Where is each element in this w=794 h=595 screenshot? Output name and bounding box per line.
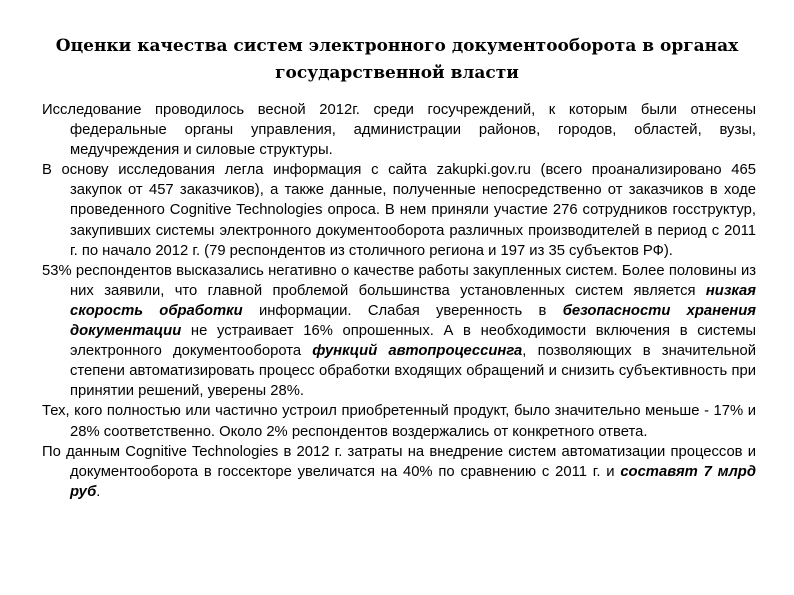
- emphasized-text: безопасности хранения документации: [70, 302, 757, 340]
- body-paragraph: [42, 401, 756, 441]
- paragraph-text: Исследование проводилось весной 2012г. среди госучреждений, к которым были отнесены федеральные органы управления, администрации районов, городов, областей, вузы, медучреждения и силовые структуры.: [42, 102, 756, 159]
- paragraph-text: информации. Слабая уверенность в: [242, 302, 563, 319]
- emphasized-text: низкая скорость обработки: [70, 282, 756, 319]
- body-paragraph: [42, 261, 756, 402]
- paragraph-text: В основу исследования легла информация с сайта zakupki.gov.ru (всего проанализировано 465 закупок от 457 заказчиков), а также данные, полученные непосредственно от заказчиков в ходе проведенного Cognitive Technologies опроса. В нем приняли участие 276 сотрудников госструктур, закупивших системы электронного документооборота различных производителей в период с 2011 г. по начало 2012 г. (79 респондентов из столичного региона и 197 из 35 субъектов РФ).: [42, 162, 756, 259]
- paragraph-text: , позволяющих в значительной степени автоматизировать процесс обработки входящих обращений и снизить субъективность при принятии решений, уверены 28%.: [70, 343, 756, 400]
- paragraph-text: Тех, кого полностью или частично устроил приобретенный продукт, было значительно меньше - 17% и 28% соответственно. Около 2% респондентов воздержались от конкретного ответа.: [42, 403, 756, 440]
- body-paragraph: [42, 160, 756, 260]
- slide-title: Оценки качества систем электронного документооборота в органах государственной власти: [55, 36, 739, 83]
- emphasized-text: составят 7 млрд руб: [70, 463, 756, 500]
- paragraph-text: По данным Cognitive Technologies в 2012 г. затраты на внедрение систем автоматизации процессов и документооборота в госсекторе увеличатся на 40% по сравнению с 2011 г. и: [42, 443, 756, 480]
- slide-body: [42, 100, 756, 502]
- body-paragraph: [42, 442, 756, 502]
- body-paragraph: [42, 100, 756, 160]
- paragraph-text: .: [96, 483, 101, 500]
- paragraph-text: не устраивает 16% опрошенных. А в необходимости включения в системы электронного документооборота: [70, 323, 756, 360]
- paragraph-text: 53% респондентов высказались негативно о качестве работы закупленных систем. Более половины из них заявили, что главной проблемой большинства установленных систем является: [42, 262, 756, 299]
- emphasized-text: функций автопроцессинга: [312, 343, 523, 360]
